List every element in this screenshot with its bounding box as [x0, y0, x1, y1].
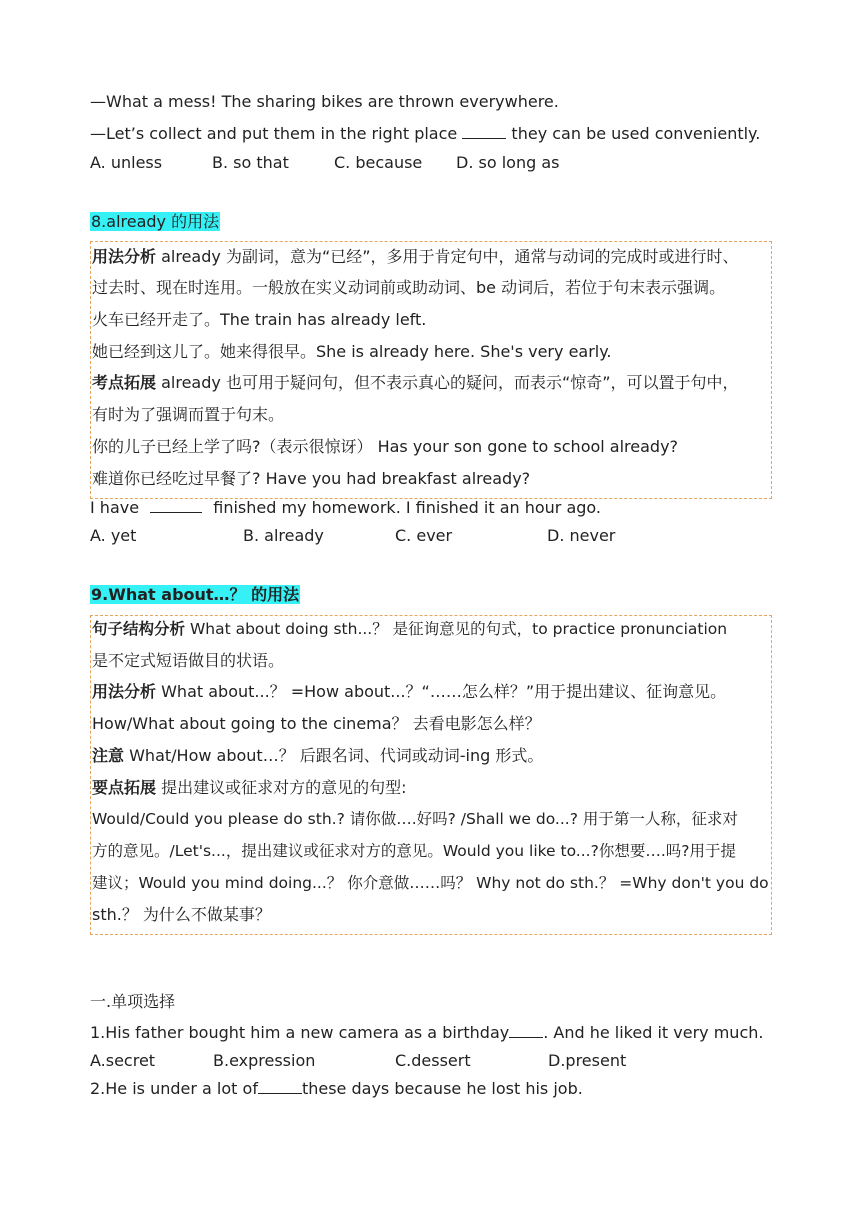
option-a: A. unless — [90, 153, 163, 172]
s9-ext-label: 要点拓展 — [92, 778, 157, 797]
intro-line-2-end: they can be used conveniently. — [506, 124, 761, 143]
s9-ext-line-4: 建议；Would you mind doing...？ 你介意做……吗？ Why not do sth.？ =Why don't you do — [92, 874, 769, 892]
s8-example-3: 你的儿子已经上学了吗?（表示很惊讶） Has your son gone to school already? — [92, 437, 679, 456]
s9-struct-line-2: 是不定式短语做目的状语。 — [92, 651, 285, 670]
s8-usage-line-1 — [92, 246, 739, 268]
s9-note-label: 注意 — [92, 746, 125, 765]
q1-start: 1.His father bought him a new camera as a birthday — [90, 1023, 510, 1042]
option-c: C. because — [334, 153, 423, 172]
exercise-q1 — [90, 1022, 763, 1044]
s8-question-end: finished my homework. I finished it an hour ago. — [208, 498, 602, 517]
section-8-box — [90, 241, 772, 499]
s8-usage-label: 用法分析 — [92, 247, 157, 266]
s8-question-start: I have — [90, 498, 145, 517]
q1-option-d: D.present — [548, 1051, 627, 1070]
s9-ext-line-2: Would/Could you please do sth.? 请你做….好吗? /Shall we do...? 用于第一人称，征求对 — [92, 810, 738, 828]
s8-option-a: A. yet — [90, 526, 137, 545]
s8-option-d: D. never — [547, 526, 616, 545]
s8-answer-blank — [150, 498, 202, 513]
answer-blank — [462, 124, 506, 139]
s8-example-1: 火车已经开走了。The train has already left. — [92, 310, 427, 329]
s9-usage-text-1: What about...？ =How about...？“……怎么样？”用于提出建议、征询意见。 — [156, 682, 727, 701]
s9-struct-label: 句子结构分析 — [92, 620, 186, 638]
s8-usage-line-2: 过去时、现在时连用。一般放在实义动词前或助动词、be 动词后，若位于句末表示强调。 — [92, 278, 726, 297]
intro-line-2 — [90, 123, 760, 145]
section-8-heading — [90, 211, 220, 233]
section-9-heading-text: 9.What about…？ 的用法 — [91, 585, 300, 604]
s9-ext-line-3: 方的意见。/Let's...，提出建议或征求对方的意见。Would you like to...?你想要….吗?用于提 — [92, 842, 736, 860]
s9-struct-text-1: What about doing sth...？ 是征询意见的句式，to practice pronunciation — [185, 620, 728, 638]
section-9-box — [90, 615, 772, 935]
s9-ext-line-1 — [92, 777, 407, 799]
q1-option-c: C.dessert — [395, 1051, 471, 1070]
s9-usage-line-2: How/What about going to the cinema？ 去看电影怎么样？ — [92, 714, 541, 733]
section-9-heading — [90, 584, 300, 606]
s8-ext-text-1: already 也可用于疑问句，但不表示真心的疑问，而表示“惊奇”，可以置于句中， — [156, 373, 739, 392]
s8-option-c: C. ever — [395, 526, 453, 545]
exercise-q2 — [90, 1078, 583, 1100]
intro-line-1: —What a mess! The sharing bikes are thrown everywhere. — [90, 92, 559, 111]
q2-start: 2.He is under a lot of — [90, 1079, 258, 1098]
q1-blank — [509, 1023, 543, 1038]
s9-note-line — [92, 745, 543, 767]
s8-usage-text-1: already 为副词，意为“已经”，多用于肯定句中，通常与动词的完成时或进行时、 — [156, 247, 739, 266]
exercise-title: 一.单项选择 — [90, 992, 176, 1011]
s9-ext-text-1: 提出建议或征求对方的意见的句型: — [156, 778, 407, 797]
s8-option-b: B. already — [243, 526, 324, 545]
s8-ext-line-2: 有时为了强调而置于句末。 — [92, 405, 285, 424]
s9-ext-line-5: sth.？ 为什么不做某事？ — [92, 905, 271, 924]
s9-usage-line-1 — [92, 681, 726, 703]
q1-option-b: B.expression — [213, 1051, 316, 1070]
section-8-heading-text: 8.already 的用法 — [91, 212, 220, 231]
s9-usage-label: 用法分析 — [92, 682, 157, 701]
s8-example-2: 她已经到这儿了。她来得很早。She is already here. She's very early. — [92, 342, 612, 361]
q2-end: these days because he lost his job. — [301, 1079, 583, 1098]
s8-ext-label: 考点拓展 — [92, 373, 157, 392]
option-b: B. so that — [212, 153, 289, 172]
q1-end: . And he liked it very much. — [543, 1023, 764, 1042]
q2-blank — [258, 1079, 302, 1094]
s8-example-4: 难道你已经吃过早餐了? Have you had breakfast already? — [92, 469, 531, 488]
s9-struct-line-1 — [92, 618, 727, 640]
option-d: D. so long as — [456, 153, 560, 172]
s9-note-text: What/How about…？ 后跟名词、代词或动词-ing 形式。 — [124, 746, 544, 765]
intro-line-2-start: —Let’s collect and put them in the right place — [90, 124, 463, 143]
q1-option-a: A.secret — [90, 1051, 156, 1070]
s8-ext-line-1 — [92, 372, 739, 394]
s8-question — [90, 497, 601, 519]
